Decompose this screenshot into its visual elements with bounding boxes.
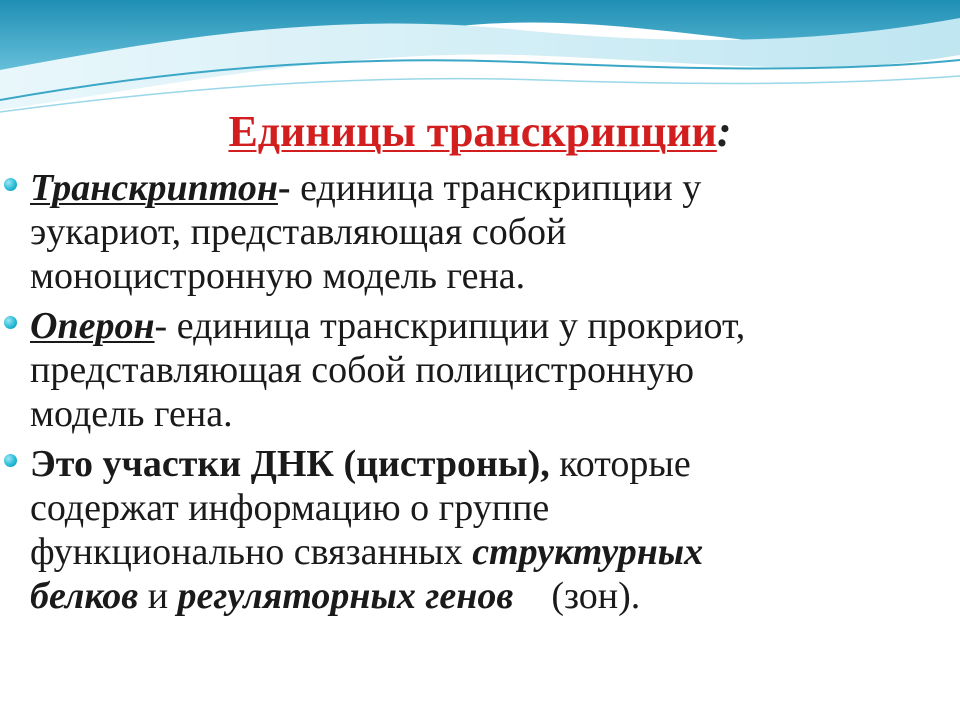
bullet-dot-icon xyxy=(4,316,17,329)
emphasis-regulatory-genes: регуляторных генов xyxy=(177,575,514,617)
para-text: эукариот, представляющая собой xyxy=(30,211,567,253)
bullet-dot-icon xyxy=(4,178,17,191)
para-text: модель гена. xyxy=(30,393,233,435)
title-text: Единицы транскрипции xyxy=(228,107,717,156)
term-operon: Оперон xyxy=(30,305,155,347)
term-dash: - xyxy=(154,305,168,347)
bold-statement: Это участки ДНК (цистроны), xyxy=(30,443,550,485)
para-text: содержат информацию о группе xyxy=(30,487,550,529)
title-colon: : xyxy=(716,107,732,156)
para-text: представляющая собой полицистронную xyxy=(30,349,695,391)
bullet-transcripton xyxy=(30,166,930,298)
para-text: которые xyxy=(549,443,691,485)
emphasis-structural: структурных xyxy=(472,531,704,573)
term-dash: - xyxy=(277,167,291,209)
emphasis-proteins: белков xyxy=(30,575,139,617)
para-text: единица транскрипции у прокриот, xyxy=(167,305,746,347)
para-text: единица транскрипции у xyxy=(290,167,702,209)
bullet-dot-icon xyxy=(4,454,17,467)
slide-body xyxy=(30,166,930,624)
para-text: моноцистронную модель гена. xyxy=(30,255,526,297)
slide-title xyxy=(0,106,960,157)
para-text: (зон). xyxy=(513,575,641,617)
bullet-operon xyxy=(30,304,930,436)
bullet-cistrons xyxy=(30,442,930,618)
term-transcripton: Транскриптон xyxy=(30,167,278,209)
para-text: функционально связанных xyxy=(30,531,473,573)
para-text: и xyxy=(138,575,178,617)
